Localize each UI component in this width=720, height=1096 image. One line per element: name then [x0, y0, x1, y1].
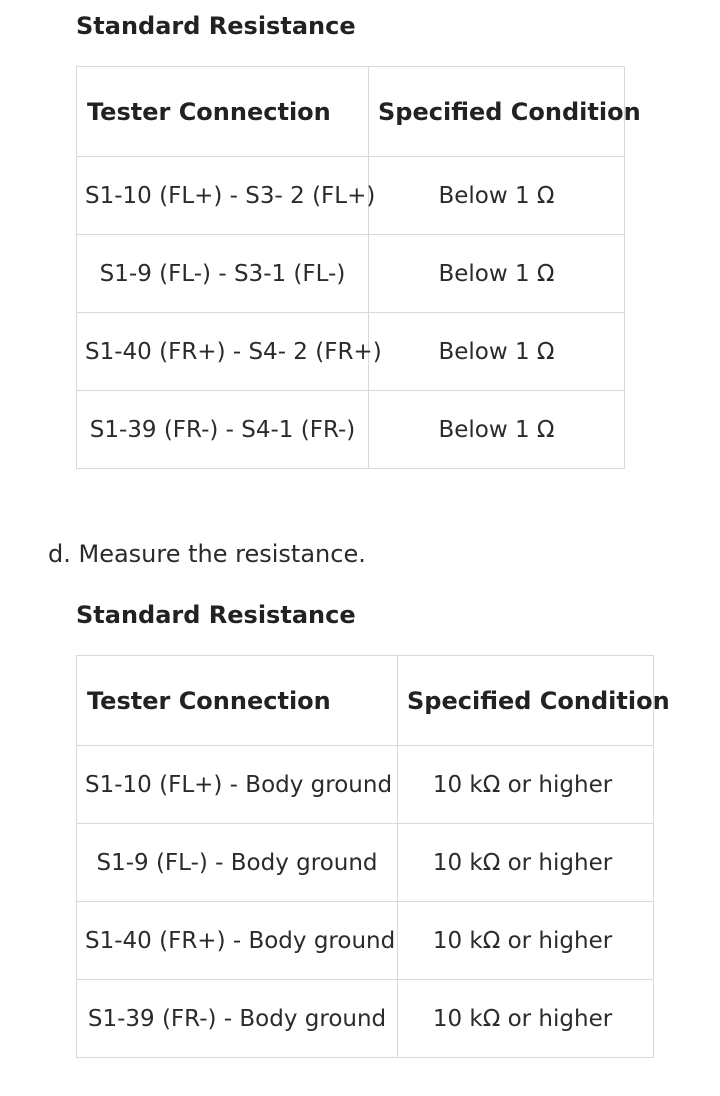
- table-row: [77, 980, 654, 1058]
- header-specified-condition: Specified Condition: [398, 656, 654, 746]
- specified-condition-cell: 10 kΩ or higher: [398, 746, 654, 824]
- standard-resistance-table-1: [76, 66, 641, 469]
- table-row: [77, 746, 654, 824]
- step-d-instruction: d. Measure the resistance.: [48, 540, 366, 568]
- table-row: [77, 824, 654, 902]
- tester-connection-cell: S1-39 (FR-) - Body ground: [77, 980, 398, 1058]
- specified-condition-cell: 10 kΩ or higher: [398, 824, 654, 902]
- table-header-row: [77, 67, 625, 157]
- specified-condition-cell: Below 1 Ω: [369, 313, 625, 391]
- tester-connection-cell: S1-9 (FL-) - Body ground: [77, 824, 398, 902]
- table-row: [77, 391, 625, 469]
- header-specified-condition: Specified Condition: [369, 67, 625, 157]
- specified-condition-cell: Below 1 Ω: [369, 235, 625, 313]
- tester-connection-cell: S1-10 (FL+) - Body ground: [77, 746, 398, 824]
- table-row: [77, 235, 625, 313]
- table-row: [77, 902, 654, 980]
- specified-condition-cell: Below 1 Ω: [369, 157, 625, 235]
- section1-heading: Standard Resistance: [76, 12, 356, 40]
- tester-connection-cell: S1-40 (FR+) - S4- 2 (FR+): [77, 313, 369, 391]
- specified-condition-cell: 10 kΩ or higher: [398, 980, 654, 1058]
- section2-heading: Standard Resistance: [76, 601, 356, 629]
- tester-connection-cell: S1-9 (FL-) - S3-1 (FL-): [77, 235, 369, 313]
- tester-connection-cell: S1-40 (FR+) - Body ground: [77, 902, 398, 980]
- tester-connection-cell: S1-10 (FL+) - S3- 2 (FL+): [77, 157, 369, 235]
- standard-resistance-table-2: [76, 655, 670, 1058]
- specified-condition-cell: Below 1 Ω: [369, 391, 625, 469]
- specified-condition-cell: 10 kΩ or higher: [398, 902, 654, 980]
- table-row: [77, 313, 625, 391]
- header-tester-connection: Tester Connection: [77, 67, 369, 157]
- tester-connection-cell: S1-39 (FR-) - S4-1 (FR-): [77, 391, 369, 469]
- table-row: [77, 157, 625, 235]
- header-tester-connection: Tester Connection: [77, 656, 398, 746]
- table-header-row: [77, 656, 654, 746]
